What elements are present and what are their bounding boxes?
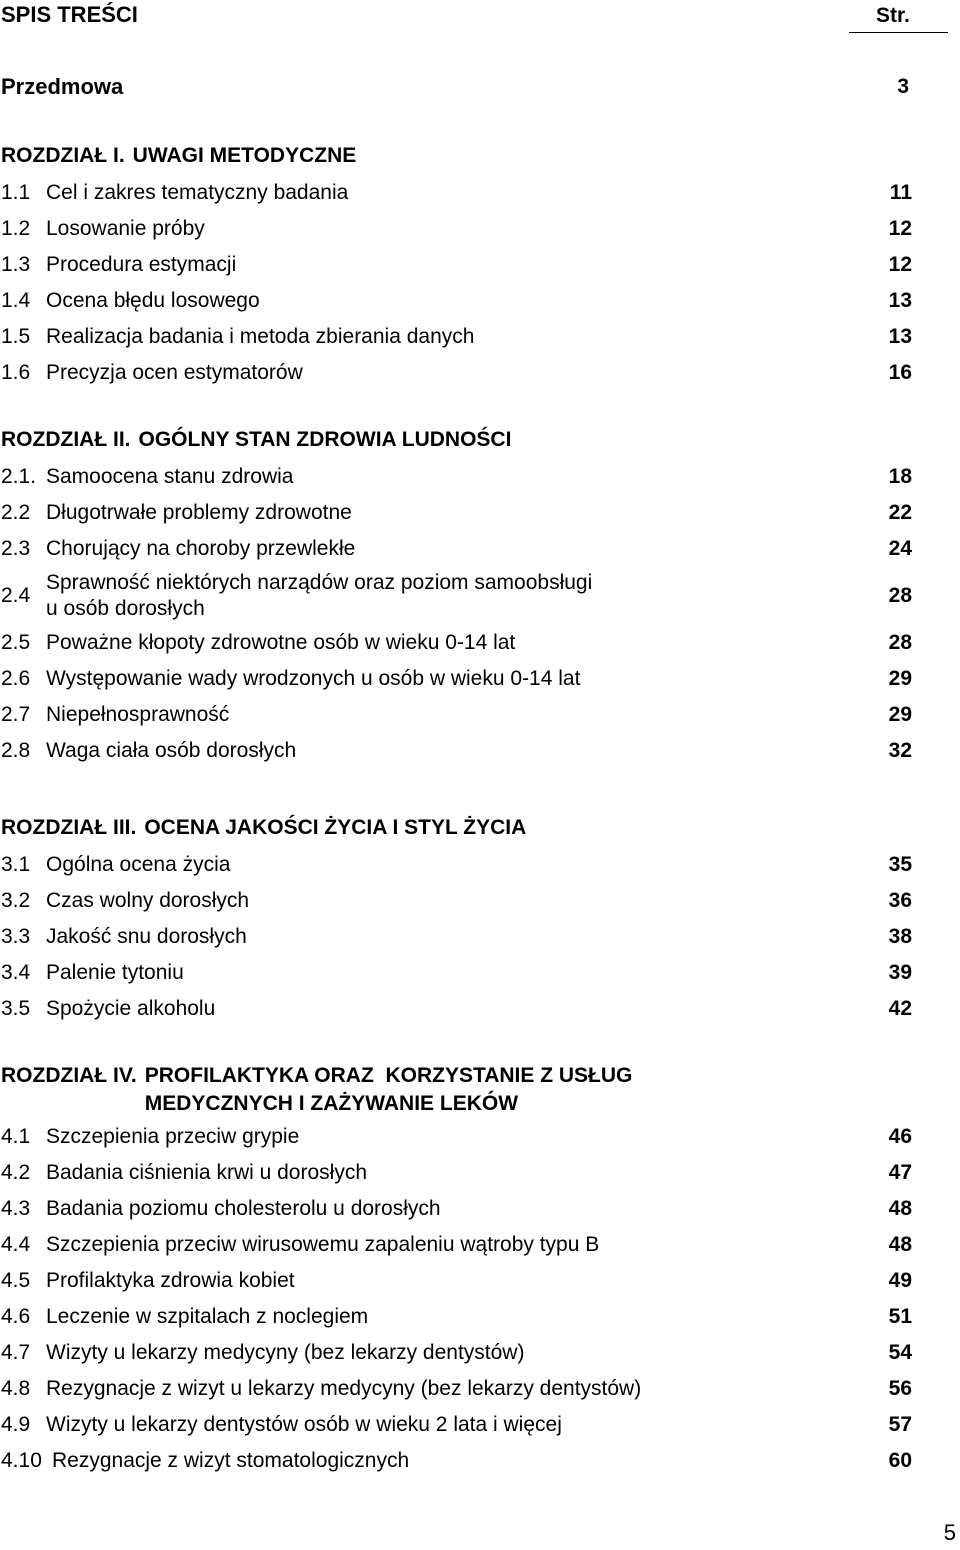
- entry-number: 2.7: [1, 703, 31, 726]
- entry-page-number: 57: [888, 1413, 912, 1436]
- entry-page-number: 18: [888, 465, 912, 488]
- toc-entry[interactable]: [0, 531, 912, 567]
- toc-entry[interactable]: [0, 919, 912, 955]
- toc-entry[interactable]: [0, 1443, 912, 1479]
- chapter-heading: [0, 1062, 912, 1118]
- chapter-label: ROZDZIAŁ IV.: [1, 1064, 137, 1087]
- chapter-section: [0, 814, 912, 1027]
- chapter-section: [0, 142, 912, 391]
- entry-page-number: 60: [888, 1449, 912, 1472]
- entry-number: 3.3: [1, 925, 31, 948]
- entry-page-number: 12: [888, 253, 912, 276]
- entry-number: 1.2: [1, 217, 31, 240]
- entry-title-line2: u osób dorosłych: [46, 597, 205, 620]
- entry-title-block: [46, 1304, 912, 1330]
- toc-entry[interactable]: [0, 1335, 912, 1371]
- toc-entry[interactable]: [0, 495, 912, 531]
- entry-title: Długotrwałe problemy zdrowotne: [46, 501, 352, 524]
- entry-title-block: [46, 666, 912, 692]
- chapter-title: OCENA JAKOŚCI ŻYCIA I STYL ŻYCIA: [144, 816, 527, 839]
- chapter-section: [0, 1062, 912, 1479]
- entry-page-number: 48: [888, 1197, 912, 1220]
- entry-title: Poważne kłopoty zdrowotne osób w wieku 0-14 lat: [46, 631, 516, 654]
- toc-entry[interactable]: [0, 1191, 912, 1227]
- entry-title-block: [46, 1376, 912, 1402]
- entry-number: 2.2: [1, 501, 31, 524]
- entry-title-block: [46, 738, 912, 764]
- toc-entry[interactable]: [0, 355, 912, 391]
- toc-entry[interactable]: [0, 1227, 912, 1263]
- entry-title-block: [46, 1232, 912, 1258]
- entry-title-block: [52, 1448, 912, 1474]
- entry-title-block: [46, 1412, 912, 1438]
- page-column-underline: [849, 32, 948, 33]
- chapter-entries: [0, 847, 912, 1027]
- entry-title-block: [46, 324, 912, 350]
- entry-title: Leczenie w szpitalach z noclegiem: [46, 1305, 369, 1328]
- entry-title: Badania poziomu cholesterolu u dorosłych: [46, 1197, 441, 1220]
- entry-title-block: [46, 288, 912, 314]
- entry-page-number: 28: [888, 631, 912, 654]
- entry-title-block: [46, 1160, 912, 1186]
- entry-title-block: [46, 630, 912, 656]
- entry-page-number: 22: [888, 501, 912, 524]
- chapter-entries: [0, 1119, 912, 1479]
- chapter-title-block: [139, 426, 512, 454]
- entry-title-block: [46, 996, 912, 1022]
- entry-number: 4.6: [1, 1305, 31, 1328]
- toc-entry[interactable]: [0, 319, 912, 355]
- entry-title: Niepełnosprawność: [46, 703, 230, 726]
- chapter-section: [0, 426, 912, 769]
- entry-title: Samoocena stanu zdrowia: [46, 465, 294, 488]
- entry-page-number: 11: [889, 181, 912, 204]
- chapter-title-line2: MEDYCZNYCH I ZAŻYWANIE LEKÓW: [144, 1092, 519, 1115]
- entry-title-block: [46, 924, 912, 950]
- chapter-entries: [0, 459, 912, 769]
- toc-heading: SPIS TREŚCI: [1, 2, 138, 27]
- entry-number: 3.1: [1, 853, 31, 876]
- entry-number: 3.5: [1, 997, 31, 1020]
- entry-page-number: 46: [888, 1125, 912, 1148]
- toc-entry[interactable]: [0, 847, 912, 883]
- entry-page-number: 24: [888, 537, 912, 560]
- entry-number: 2.5: [1, 631, 31, 654]
- entry-number: 2.4: [1, 584, 31, 607]
- entry-number: 1.5: [1, 325, 31, 348]
- entry-page-number: 32: [888, 739, 912, 762]
- entry-page-number: 56: [888, 1377, 912, 1400]
- entry-title-block: [46, 1268, 912, 1294]
- entry-page-number: 36: [888, 889, 912, 912]
- entry-number: 1.6: [1, 361, 31, 384]
- entry-page-number: 51: [888, 1305, 912, 1328]
- entry-page-number: 28: [888, 584, 912, 607]
- toc-entry[interactable]: [0, 567, 912, 625]
- entry-title: Spożycie alkoholu: [46, 997, 216, 1020]
- entry-title-block: [46, 180, 912, 206]
- toc-entry[interactable]: [0, 1155, 912, 1191]
- entry-title: Badania ciśnienia krwi u dorosłych: [46, 1161, 367, 1184]
- chapter-title-block: [133, 142, 357, 170]
- entry-page-number: 13: [888, 325, 912, 348]
- entry-title: Szczepienia przeciw grypie: [46, 1125, 300, 1148]
- entry-title-block: [46, 1196, 912, 1222]
- entry-title: Losowanie próby: [46, 217, 205, 240]
- chapter-label: ROZDZIAŁ I.: [1, 144, 125, 167]
- chapter-entries: [0, 175, 912, 391]
- entry-title: Ocena błędu losowego: [46, 289, 260, 312]
- entry-page-number: 13: [888, 289, 912, 312]
- entry-page-number: 35: [888, 853, 912, 876]
- entry-title: Palenie tytoniu: [46, 961, 184, 984]
- chapter-heading: [0, 426, 912, 454]
- entry-title: Wizyty u lekarzy medycyny (bez lekarzy dentystów): [46, 1341, 525, 1364]
- entry-page-number: 16: [888, 361, 912, 384]
- entry-title: Profilaktyka zdrowia kobiet: [46, 1269, 295, 1292]
- entry-page-number: 49: [888, 1269, 912, 1292]
- entry-title: Rezygnacje z wizyt stomatologicznych: [52, 1449, 410, 1472]
- toc-entry[interactable]: [0, 883, 912, 919]
- entry-number: 4.2: [1, 1161, 31, 1184]
- entry-number: 4.8: [1, 1377, 31, 1400]
- toc-entry[interactable]: [0, 283, 912, 319]
- entry-title-block: [46, 252, 912, 278]
- entry-title: Czas wolny dorosłych: [46, 889, 250, 912]
- toc-entry[interactable]: [0, 955, 912, 991]
- toc-entry[interactable]: [0, 625, 912, 661]
- preface-title: Przedmowa: [1, 74, 124, 99]
- entry-title: Realizacja badania i metoda zbierania danych: [46, 325, 475, 348]
- entry-page-number: 12: [888, 217, 912, 240]
- entry-title: Sprawność niektórych narządów oraz poziom samoobsługi: [46, 571, 593, 594]
- entry-number: 3.2: [1, 889, 31, 912]
- entry-page-number: 42: [888, 997, 912, 1020]
- entry-title-block: [46, 852, 912, 878]
- entry-page-number: 29: [888, 703, 912, 726]
- toc-entry[interactable]: [0, 661, 912, 697]
- chapter-heading: [0, 142, 912, 170]
- toc-entry[interactable]: [0, 1407, 912, 1443]
- toc-entry[interactable]: [0, 211, 912, 247]
- chapter-title: OGÓLNY STAN ZDROWIA LUDNOŚCI: [138, 428, 512, 451]
- entry-number: 4.3: [1, 1197, 31, 1220]
- entry-page-number: 29: [888, 667, 912, 690]
- chapter-title: PROFILAKTYKA ORAZ KORZYSTANIE Z USŁUG: [144, 1064, 633, 1087]
- entry-title-block: [46, 216, 912, 242]
- entry-title: Chorujący na choroby przewlekłe: [46, 537, 356, 560]
- entry-number: 4.1: [1, 1125, 31, 1148]
- entry-number: 4.5: [1, 1269, 31, 1292]
- entry-title: Procedura estymacji: [46, 253, 237, 276]
- preface-page: 3: [897, 75, 909, 98]
- entry-number: 1.1: [1, 181, 31, 204]
- entry-title-block: [46, 960, 912, 986]
- toc-entry[interactable]: [0, 697, 912, 733]
- entry-number: 3.4: [1, 961, 31, 984]
- entry-page-number: 47: [888, 1161, 912, 1184]
- entry-title-block: [46, 1124, 912, 1150]
- entry-title-block: [46, 702, 912, 728]
- entry-page-number: 54: [888, 1341, 912, 1364]
- entry-page-number: 48: [888, 1233, 912, 1256]
- entry-title: Waga ciała osób dorosłych: [46, 739, 297, 762]
- page-column-label: Str.: [876, 4, 910, 27]
- entry-title: Precyzja ocen estymatorów: [46, 361, 303, 384]
- toc-entry[interactable]: [0, 1263, 912, 1299]
- toc-entry[interactable]: [0, 1371, 912, 1407]
- toc-entry[interactable]: [0, 247, 912, 283]
- entry-title: Występowanie wady wrodzonych u osób w wieku 0-14 lat: [46, 667, 581, 690]
- toc-entry[interactable]: [0, 991, 912, 1027]
- toc-entry[interactable]: [0, 1119, 912, 1155]
- entry-number: 4.7: [1, 1341, 31, 1364]
- entry-title: Rezygnacje z wizyt u lekarzy medycyny (bez lekarzy dentystów): [46, 1377, 642, 1400]
- chapter-title: UWAGI METODYCZNE: [132, 144, 357, 167]
- entry-page-number: 38: [888, 925, 912, 948]
- chapter-label: ROZDZIAŁ II.: [1, 428, 131, 451]
- toc-entry[interactable]: [0, 733, 912, 769]
- entry-title: Wizyty u lekarzy dentystów osób w wieku 2 lata i więcej: [46, 1413, 562, 1436]
- entry-title: Jakość snu dorosłych: [46, 925, 247, 948]
- entry-title-block: [46, 888, 912, 914]
- entry-number: 4.9: [1, 1413, 31, 1436]
- entry-title-block: [46, 570, 912, 622]
- chapter-label: ROZDZIAŁ III.: [1, 816, 137, 839]
- chapter-title-block: [144, 814, 526, 842]
- chapter-title-block: [145, 1062, 633, 1118]
- entry-number: 4.4: [1, 1233, 31, 1256]
- entry-title: Cel i zakres tematyczny badania: [46, 181, 349, 204]
- entry-title: Ogólna ocena życia: [46, 853, 231, 876]
- entry-number: 2.3: [1, 537, 31, 560]
- entry-title-block: [46, 500, 912, 526]
- entry-page-number: 39: [888, 961, 912, 984]
- entry-title-block: [46, 1340, 912, 1366]
- chapter-heading: [0, 814, 912, 842]
- entry-number: 2.1.: [1, 465, 37, 488]
- entry-number: 2.6: [1, 667, 31, 690]
- entry-number: 1.4: [1, 289, 31, 312]
- entry-number: 2.8: [1, 739, 31, 762]
- entry-number: 1.3: [1, 253, 31, 276]
- toc-entry[interactable]: [0, 175, 912, 211]
- entry-title: Szczepienia przeciw wirusowemu zapaleniu wątroby typu B: [46, 1233, 600, 1256]
- entry-title-block: [46, 536, 912, 562]
- entry-title-block: [46, 464, 912, 490]
- toc-entry[interactable]: [0, 459, 912, 495]
- footer-page-number: 5: [943, 1520, 956, 1545]
- entry-title-block: [46, 360, 912, 386]
- toc-entry[interactable]: [0, 1299, 912, 1335]
- entry-number: 4.10: [1, 1449, 42, 1472]
